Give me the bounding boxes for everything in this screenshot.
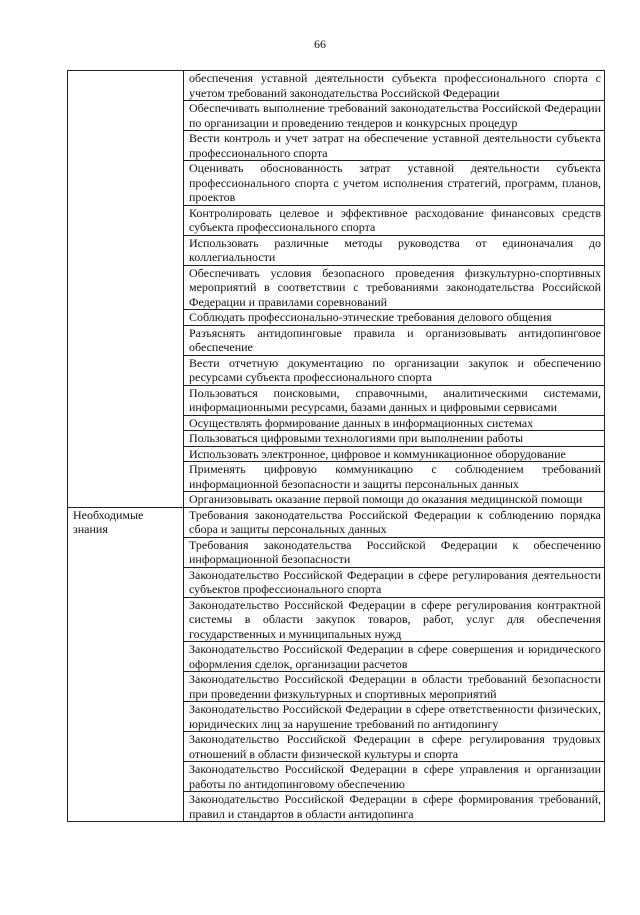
section-label: Необходимые знания (68, 507, 184, 822)
requirement-item: Законодательство Российской Федерации в сфере ответственности физических, юридических лиц за нарушение требований по антидопингу (184, 702, 605, 732)
requirement-item: Применять цифровую коммуникацию с соблюдением требований информационной безопасности и защиты персональных данных (184, 462, 605, 492)
table-row (68, 71, 605, 101)
requirement-item: Законодательство Российской Федерации в сфере формирования требований, правил и стандартов в области антидопинга (184, 792, 605, 822)
requirement-item: Законодательство Российской Федерации в сфере регулирования контрактной системы в области закупок товаров, работ, услуг для обеспечения государственных и муниципальных нужд (184, 597, 605, 642)
section-label (68, 71, 184, 508)
requirement-item: Обеспечивать выполнение требований законодательства Российской Федерации по организации и проведению тендеров и конкурсных процедур (184, 101, 605, 131)
requirement-item: Пользоваться цифровыми технологиями при выполнении работы (184, 431, 605, 447)
requirement-item: Использовать различные методы руководства от единоначалия до коллегиальности (184, 235, 605, 265)
requirement-item: Требования законодательства Российской Федерации к обеспечению информационной безопасности (184, 537, 605, 567)
requirement-item: Законодательство Российской Федерации в сфере совершения и юридического оформления сделок, организации расчетов (184, 642, 605, 672)
requirement-item: Разъяснять антидопинговые правила и организовывать антидопинговое обеспечение (184, 325, 605, 355)
requirement-item: Законодательство Российской Федерации в сфере управления и организации работы по антидопинговому обеспечению (184, 762, 605, 792)
requirement-item: Законодательство Российской Федерации в области требований безопасности при проведении физкультурных и спортивных мероприятий (184, 672, 605, 702)
requirements-table (67, 70, 605, 822)
page-number: 66 (314, 37, 326, 51)
requirement-item: Обеспечивать условия безопасного проведения физкультурно-спортивных мероприятий в соответствии с требованиями законодательства Российской Федерации и правилами соревнований (184, 265, 605, 310)
requirement-item: Соблюдать профессионально-этические требования делового общения (184, 310, 605, 326)
requirement-item: Контролировать целевое и эффективное расходование финансовых средств субъекта профессионального спорта (184, 205, 605, 235)
requirement-item: Осуществлять формирование данных в информационных системах (184, 415, 605, 431)
requirement-item: Использовать электронное, цифровое и коммуникационное оборудование (184, 446, 605, 462)
requirement-item: Вести контроль и учет затрат на обеспечение уставной деятельности субъекта профессионального спорта (184, 131, 605, 161)
requirement-item: Организовывать оказание первой помощи до оказания медицинской помощи (184, 492, 605, 508)
requirement-item: Оценивать обоснованность затрат уставной деятельности субъекта профессионального спорта с учетом исполнения стратегий, программ, планов, проектов (184, 161, 605, 206)
requirement-item: Вести отчетную документацию по организации закупок и обеспечению ресурсами субъекта профессионального спорта (184, 355, 605, 385)
requirement-item: Законодательство Российской Федерации в сфере регулирования деятельности субъектов профессионального спорта (184, 567, 605, 597)
requirement-item: Пользоваться поисковыми, справочными, аналитическими системами, информационными ресурсами, базами данных и цифровыми сервисами (184, 385, 605, 415)
requirement-item: Требования законодательства Российской Федерации к соблюдению порядка сбора и защиты персональных данных (184, 507, 605, 537)
table-row (68, 507, 605, 537)
requirement-item: Законодательство Российской Федерации в сфере регулирования трудовых отношений в области физической культуры и спорта (184, 732, 605, 762)
requirement-item: обеспечения уставной деятельности субъекта профессионального спорта с учетом требований законодательства Российской Федерации (184, 71, 605, 101)
